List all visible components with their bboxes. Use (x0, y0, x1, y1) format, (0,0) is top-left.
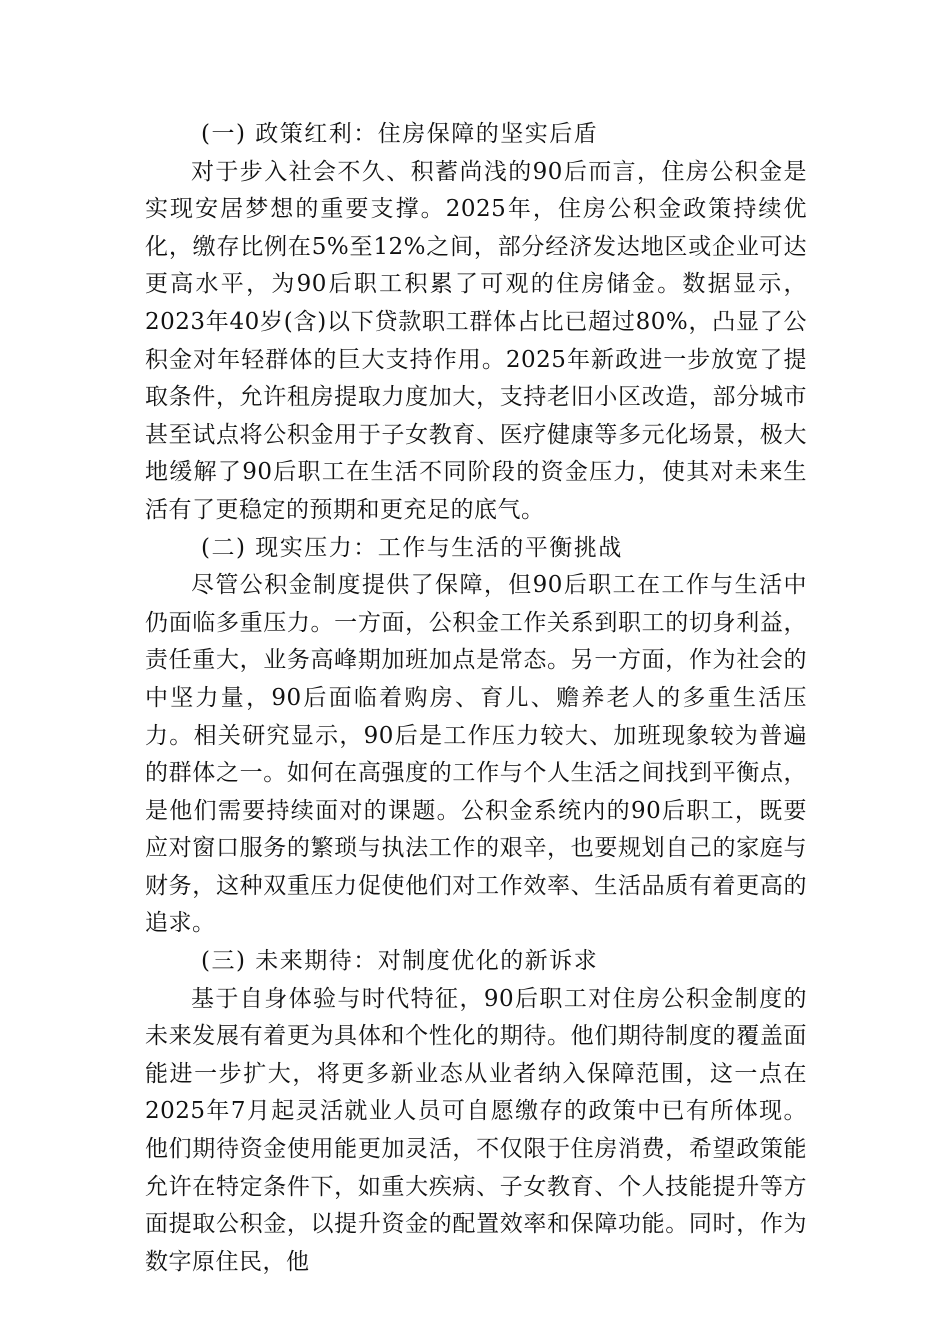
section-paragraph-real-pressure: 尽管公积金制度提供了保障，但90后职工在工作与生活中仍面临多重压力。一方面，公积金工作关系到职工的切身利益，责任重大，业务高峰期加班加点是常态。另一方面，作为社会的中坚力量，90后面临着购房、育儿、赡养老人的多重生活压力。相关研究显示，90后是工作压力较大、加班现象较为普遍的群体之一。如何在高强度的工作与个人生活之间找到平衡点，是他们需要持续面对的课题。公积金系统内的90后职工，既要应对窗口服务的繁琐与执法工作的艰辛，也要规划自己的家庭与财务，这种双重压力促使他们对工作效率、生活品质有着更高的追求。 (145, 572, 807, 937)
document-body (145, 116, 807, 1281)
section-heading-future-expectations: (三) 未来期待：对制度优化的新诉求 (201, 948, 599, 975)
section-paragraph-policy-benefits: 对于步入社会不久、积蓄尚浅的90后而言，住房公积金是实现安居梦想的重要支撑。2025年，住房公积金政策持续优化，缴存比例在5%至12%之间，部分经济发达地区或企业可达更高水平，为90后职工积累了可观的住房储金。数据显示，2023年40岁(含)以下贷款职工群体占比已超过80%，凸显了公积金对年轻群体的巨大支持作用。2025年新政进一步放宽了提取条件，允许租房提取力度加大，支持老旧小区改造，部分城市甚至试点将公积金用于子女教育、医疗健康等多元化场景，极大地缓解了90后职工在生活不同阶段的资金压力，使其对未来生活有了更稳定的预期和更充足的底气。 (145, 158, 807, 523)
section-heading-policy-benefits: (一) 政策红利：住房保障的坚实后盾 (201, 121, 599, 147)
section-heading-real-pressure: (二) 现实压力：工作与生活的平衡挑战 (201, 534, 623, 561)
section-paragraph-future-expectations: 基于自身体验与时代特征，90后职工对住房公积金制度的未来发展有着更为具体和个性化的期待。他们期待制度的覆盖面能进一步扩大，将更多新业态从业者纳入保障范围，这一点在2025年7月起灵活就业人员可自愿缴存的政策中已有所体现。他们期待资金使用能更加灵活，不仅限于住房消费，希望政策能允许在特定条件下，如重大疾病、子女教育、个人技能提升等方面提取公积金，以提升资金的配置效率和保障功能。同时，作为数字原住民，他 (145, 985, 807, 1275)
